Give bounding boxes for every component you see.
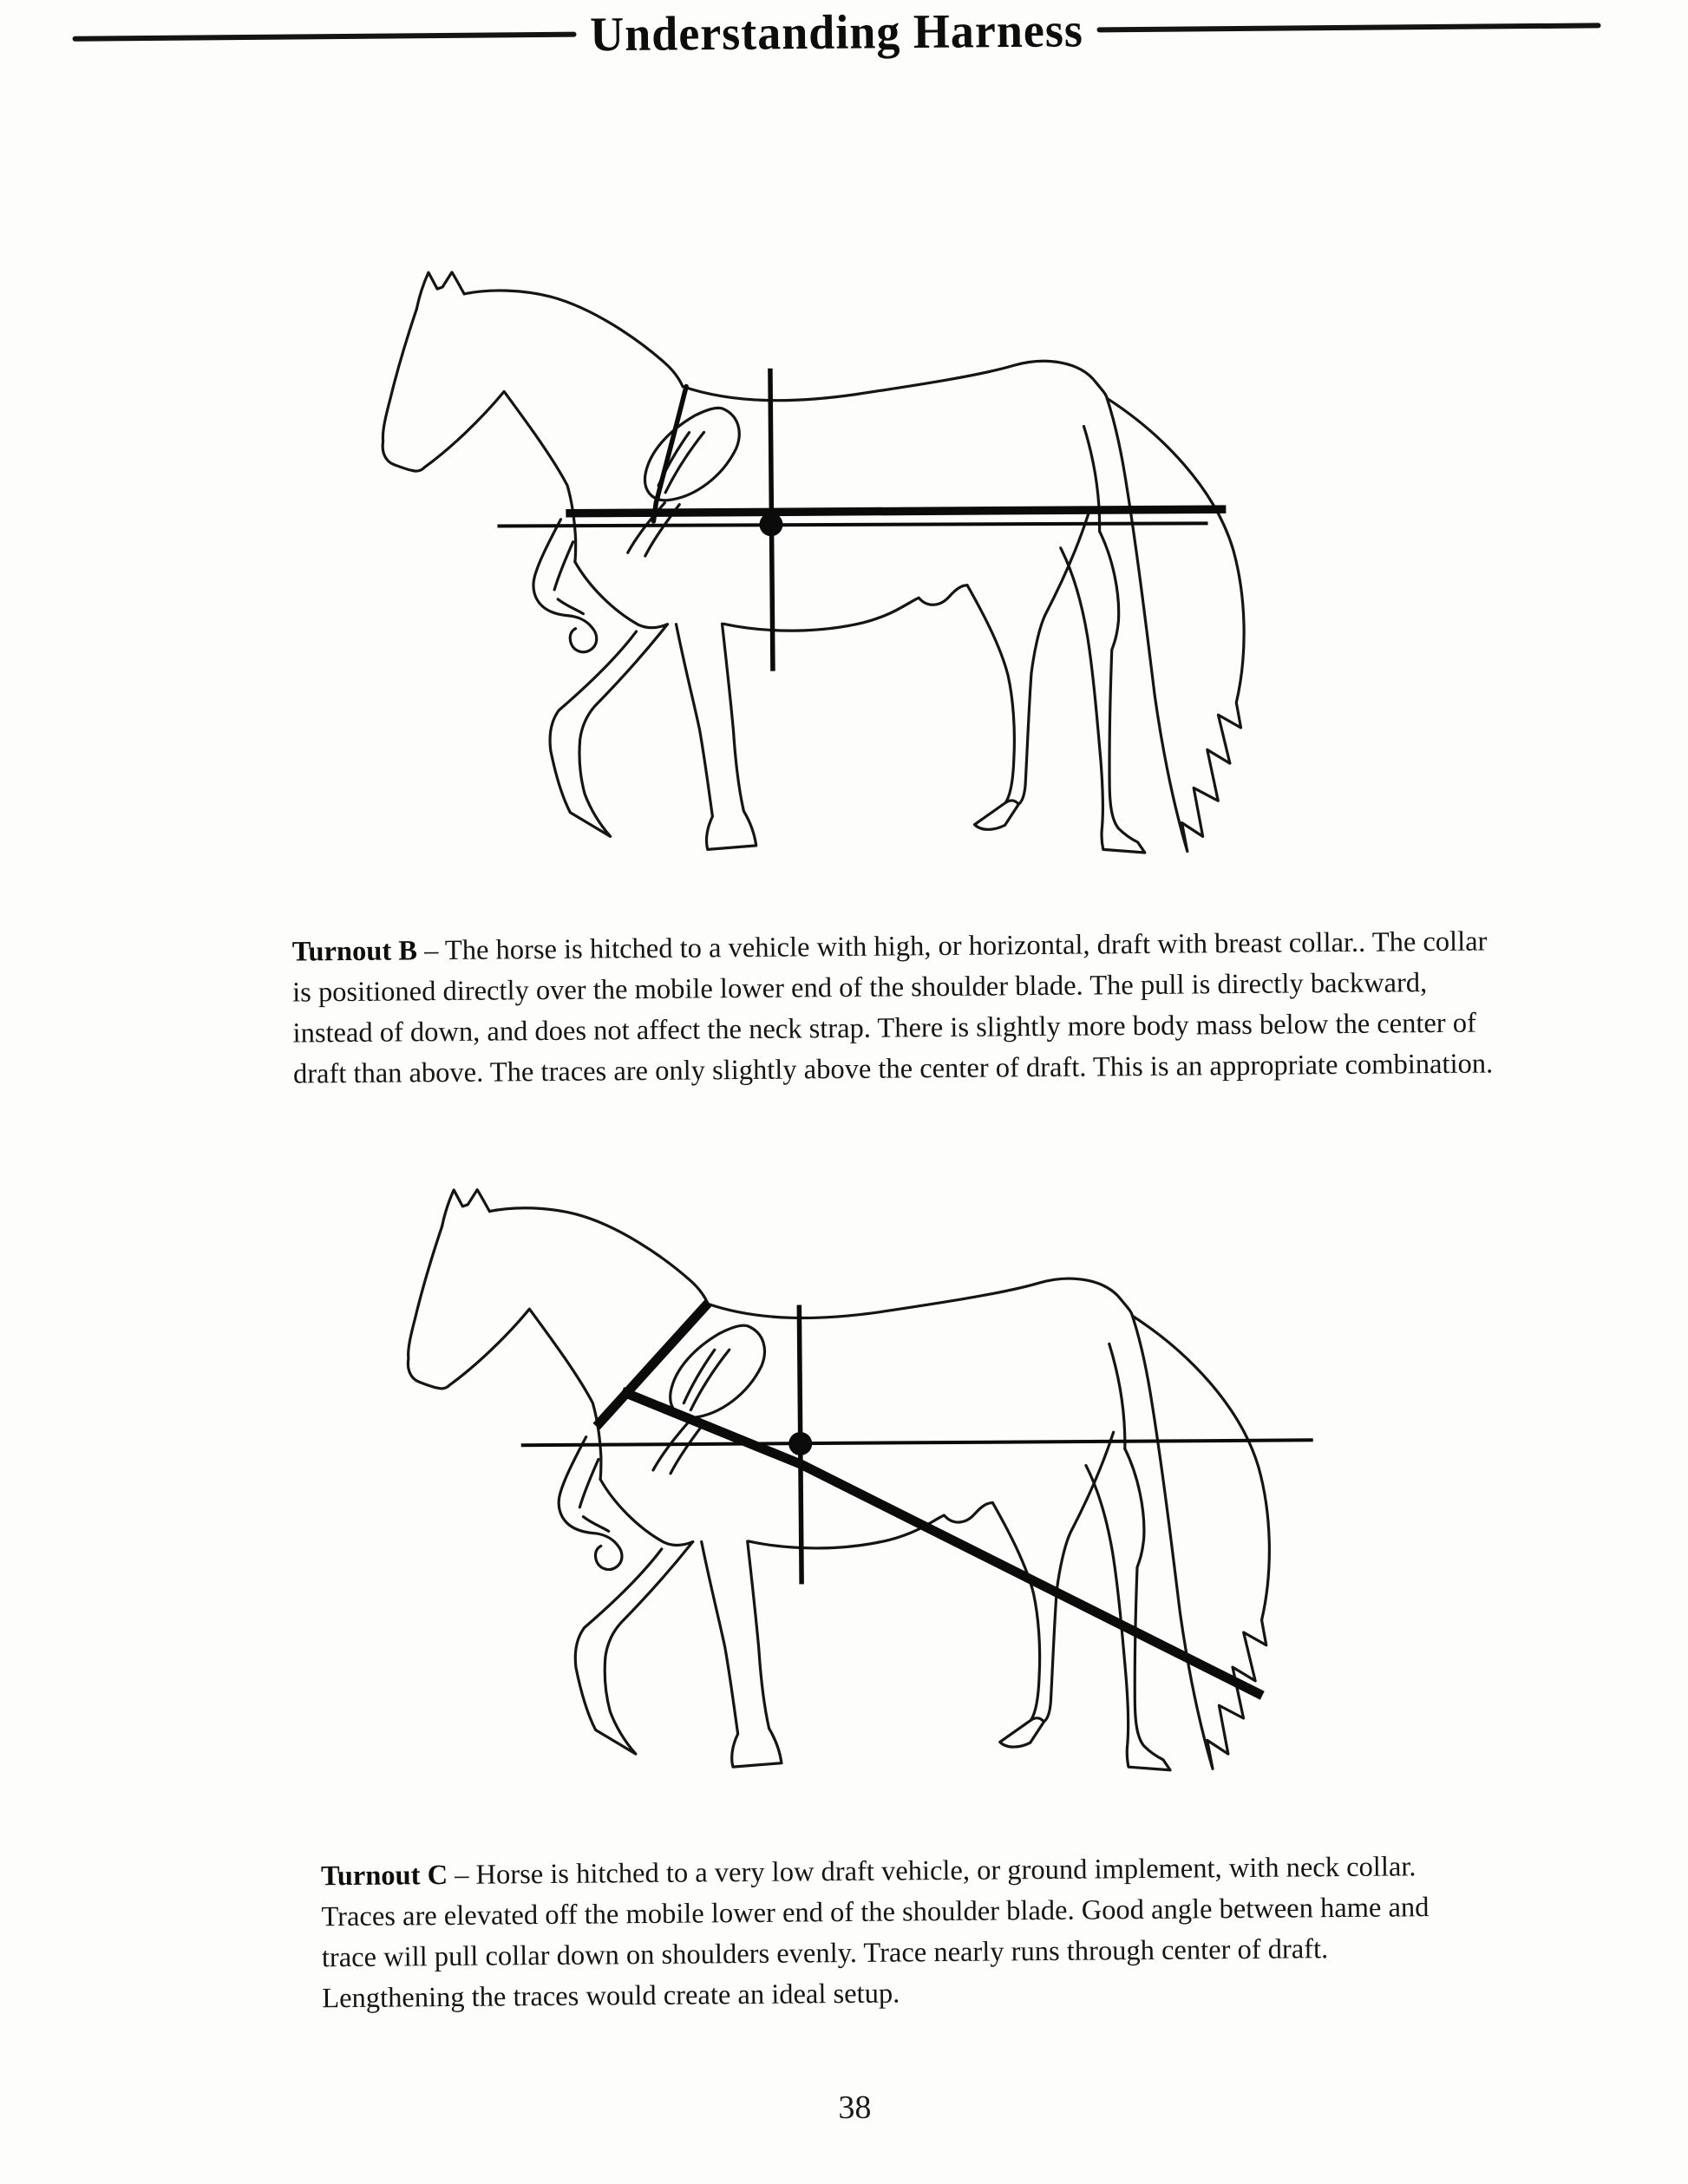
turnout-c-diagram [384, 1144, 1362, 1812]
turnout-b-caption [292, 921, 1507, 1095]
trace-line [622, 1386, 1262, 1701]
turnout-b-caption-text: The horse is hitched to a vehicle with high, or horizontal, draft with breast collar.. The collar is positioned directly over the mobile lower end of the shoulder blade. The pull is directly backward, instead of down, and does not affect the neck strap. There is slightly more body mass below the center of draft than above. The traces are only slightly above the center of draft. This is an appropriate combination. [292, 925, 1494, 1090]
page-number: 38 [838, 2089, 872, 2127]
turnout-c-caption-label: Turnout C [320, 1859, 448, 1892]
center-of-draft-dot [788, 1432, 812, 1455]
header-rule-left [73, 32, 577, 42]
page-header [0, 0, 1681, 67]
draft-baseline [521, 1438, 1313, 1447]
center-of-draft-dot [759, 513, 782, 536]
trace-line [566, 507, 1226, 515]
header-rule-right [1097, 23, 1601, 32]
turnout-b-caption-dash: – [416, 934, 446, 966]
draft-baseline [497, 520, 1207, 529]
turnout-c-figure [384, 1144, 1362, 1812]
turnout-b-caption-label: Turnout B [291, 934, 418, 968]
turnout-c-caption [321, 1846, 1468, 2019]
turnout-c-caption-dash: – [447, 1859, 476, 1891]
horse-outline [381, 265, 1246, 860]
turnout-c-caption-text: Horse is hitched to a very low draft vehicle, or ground implement, with neck collar. Traces are elevated off the mobile lower end of the shoulder blade. Good angle between hame and trace will pull collar down on shoulders evenly. Trace nearly runs through center of draft. Lengthening the traces would create an ideal setup. [321, 1850, 1430, 2014]
page-title: Understanding Harness [589, 3, 1084, 62]
turnout-b-figure [359, 226, 1337, 894]
turnout-b-diagram [359, 226, 1337, 894]
